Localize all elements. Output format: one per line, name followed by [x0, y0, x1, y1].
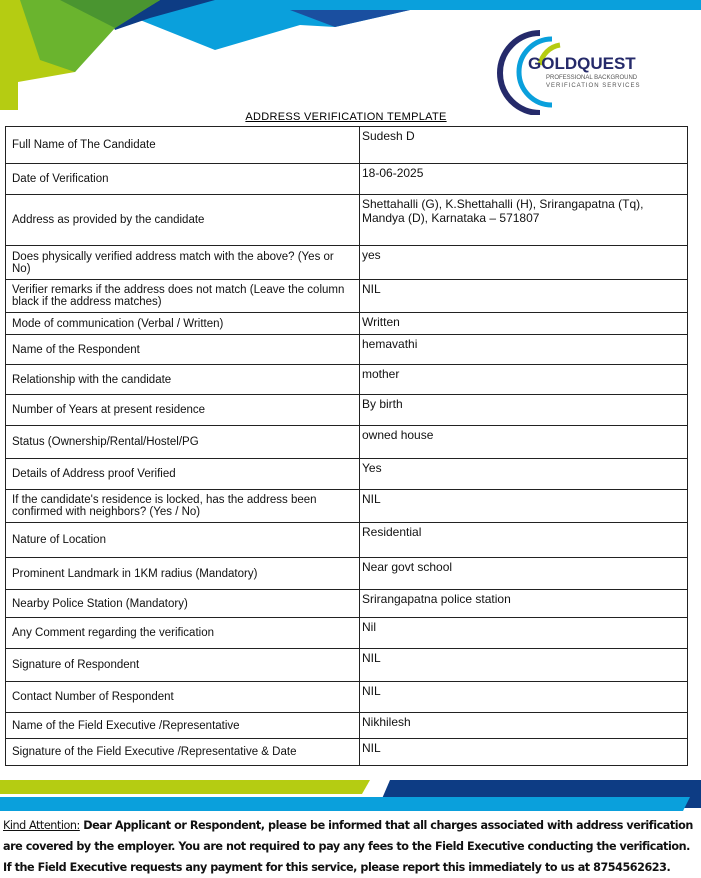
note-text: Dear Applicant or Respondent, please be informed that all charges associated with address verification are covered by the employer. You are not required to pay any fees to the Field Executive conducting the verification. If the Field Executive requests any payment for this service, please report this immediately to us at 8754562623. [3, 819, 693, 874]
table-row [6, 490, 688, 523]
table-row [6, 682, 688, 713]
field-value: Residential [360, 523, 688, 558]
table-row [6, 313, 688, 335]
field-value: yes [360, 246, 688, 280]
field-value: Shettahalli (G), K.Shettahalli (H), Srirangapatna (Tq), Mandya (D), Karnataka – 571807 [360, 195, 688, 246]
field-label: Does physically verified address match with the above? (Yes or No) [6, 246, 360, 280]
field-label: Full Name of The Candidate [6, 127, 360, 164]
field-label: Name of the Field Executive /Representative [6, 713, 360, 739]
table-row [6, 127, 688, 164]
table-row [6, 335, 688, 365]
table-row [6, 164, 688, 195]
field-value: Nil [360, 618, 688, 649]
field-label: Nearby Police Station (Mandatory) [6, 590, 360, 618]
field-label: Nature of Location [6, 523, 360, 558]
field-label: Contact Number of Respondent [6, 682, 360, 713]
field-value: 18-06-2025 [360, 164, 688, 195]
table-row [6, 426, 688, 459]
table-row [6, 395, 688, 426]
field-value: Near govt school [360, 558, 688, 590]
table-row [6, 618, 688, 649]
field-label: Status (Ownership/Rental/Hostel/PG [6, 426, 360, 459]
field-value: owned house [360, 426, 688, 459]
field-value: NIL [360, 649, 688, 682]
note-heading: Kind Attention: [3, 819, 80, 832]
svg-text:GOLDQUEST: GOLDQUEST [528, 54, 636, 73]
field-value: Nikhilesh [360, 713, 688, 739]
verification-table [5, 126, 688, 766]
field-label: Details of Address proof Verified [6, 459, 360, 490]
field-label: Number of Years at present residence [6, 395, 360, 426]
field-value: Sudesh D [360, 127, 688, 164]
field-label: Prominent Landmark in 1KM radius (Mandatory) [6, 558, 360, 590]
page-title: ADDRESS VERIFICATION TEMPLATE [245, 111, 447, 123]
svg-text:VERIFICATION SERVICES: VERIFICATION SERVICES [546, 83, 641, 89]
table-row [6, 523, 688, 558]
goldquest-logo [490, 25, 670, 115]
field-value: mother [360, 365, 688, 395]
table-row [6, 459, 688, 490]
field-label: Name of the Respondent [6, 335, 360, 365]
field-value: NIL [360, 490, 688, 523]
field-label: Signature of Respondent [6, 649, 360, 682]
footer-banner [0, 780, 701, 812]
field-label: Any Comment regarding the verification [6, 618, 360, 649]
table-row [6, 280, 688, 313]
field-label: Relationship with the candidate [6, 365, 360, 395]
kind-attention-note [3, 815, 693, 878]
table-row [6, 590, 688, 618]
field-label: Date of Verification [6, 164, 360, 195]
field-label: Address as provided by the candidate [6, 195, 360, 246]
field-label: Signature of the Field Executive /Representative & Date [6, 739, 360, 766]
field-value: NIL [360, 682, 688, 713]
field-value: Written [360, 313, 688, 335]
field-value: NIL [360, 280, 688, 313]
table-row [6, 195, 688, 246]
table-row [6, 713, 688, 739]
svg-text:PROFESSIONAL BACKGROUND: PROFESSIONAL BACKGROUND [546, 75, 638, 81]
field-value: hemavathi [360, 335, 688, 365]
table-row [6, 558, 688, 590]
field-value: By birth [360, 395, 688, 426]
field-value: Yes [360, 459, 688, 490]
table-row [6, 246, 688, 280]
field-label: Verifier remarks if the address does not match (Leave the column black if the address matches) [6, 280, 360, 313]
field-label: If the candidate's residence is locked, has the address been confirmed with neighbors? (Yes / No) [6, 490, 360, 523]
table-row [6, 739, 688, 766]
table-row [6, 365, 688, 395]
field-label: Mode of communication (Verbal / Written) [6, 313, 360, 335]
table-row [6, 649, 688, 682]
field-value: NIL [360, 739, 688, 766]
field-value: Srirangapatna police station [360, 590, 688, 618]
